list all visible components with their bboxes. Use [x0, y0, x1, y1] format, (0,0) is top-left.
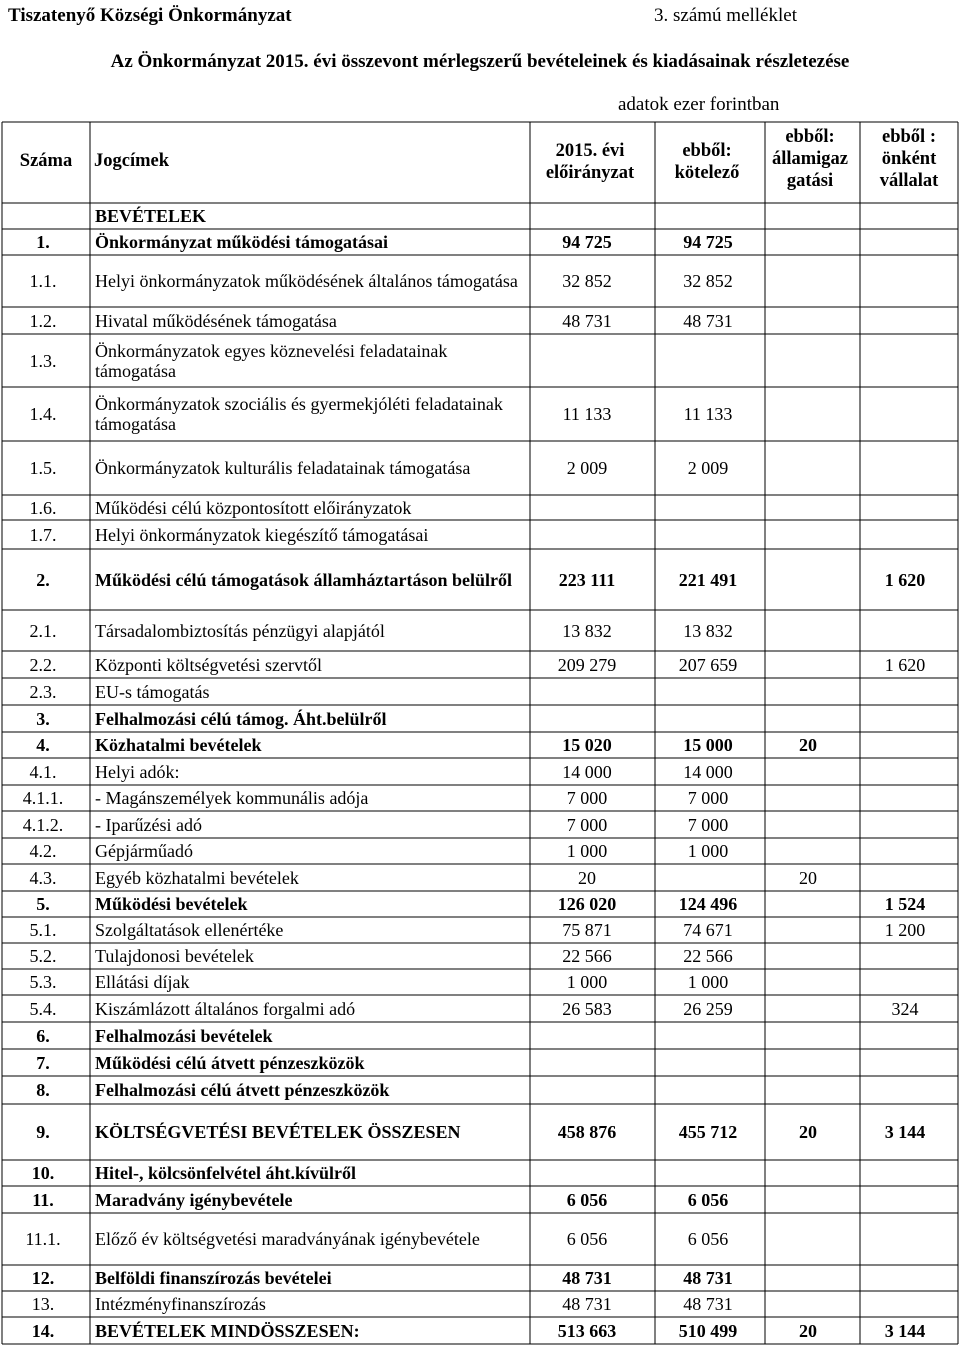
state-value	[768, 441, 848, 495]
row-title: Hitel-, kölcsönfelvétel áht.kívülről	[95, 1163, 356, 1183]
table-row	[0, 1317, 960, 1344]
mandatory-value: 48 731	[683, 1268, 733, 1288]
state-value	[768, 705, 848, 732]
plan-value: 13 832	[562, 620, 612, 641]
voluntary-value	[855, 678, 955, 705]
row-title: Önkormányzatok egyes köznevelési feladatainak támogatása	[95, 340, 448, 381]
plan-value: 22 566	[562, 946, 612, 966]
table-row	[0, 334, 960, 387]
row-number: 5.2.	[29, 946, 57, 966]
table-row	[0, 651, 960, 678]
row-title: BEVÉTELEK	[95, 206, 207, 226]
table-row	[0, 520, 960, 549]
table-row	[0, 838, 960, 864]
table-row	[0, 610, 960, 651]
row-number: 13.	[31, 1294, 55, 1314]
row-number: 5.1.	[29, 920, 57, 940]
row-title: Hivatal működésének támogatása	[95, 310, 337, 331]
table-row	[0, 1049, 960, 1076]
state-value	[768, 1265, 848, 1291]
table-row	[0, 891, 960, 917]
plan-value: 48 731	[562, 310, 612, 331]
plan-value	[537, 1076, 637, 1104]
voluntary-value	[855, 1160, 955, 1186]
table-row	[0, 758, 960, 785]
voluntary-value	[855, 811, 955, 838]
row-number: 5.4.	[29, 998, 57, 1019]
row-number: 1.6.	[29, 497, 57, 518]
state-value	[768, 758, 848, 785]
row-title: Önkormányzatok kulturális feladatainak támogatása	[95, 458, 471, 478]
voluntary-value: 1 620	[884, 569, 926, 590]
mandatory-value: 11 133	[683, 404, 733, 424]
voluntary-value	[855, 732, 955, 758]
plan-value: 1 000	[566, 841, 608, 861]
mandatory-value	[658, 495, 758, 520]
row-title: Helyi önkormányzatok működésének általános támogatása	[95, 271, 518, 291]
table-row	[0, 1213, 960, 1265]
state-value	[768, 307, 848, 334]
row-title: Önkormányzatok szociális és gyermekjóléti feladatainak támogatása	[95, 394, 503, 434]
row-number: 1.2.	[29, 310, 57, 331]
mandatory-value	[658, 864, 758, 891]
row-number: 11.1.	[25, 1229, 61, 1249]
voluntary-value	[855, 758, 955, 785]
state-value: 20	[799, 735, 817, 755]
row-title: Helyi önkormányzatok kiegészítő támogatásai	[95, 524, 429, 545]
row-number: 5.3.	[29, 972, 57, 992]
row-title: Közhatalmi bevételek	[95, 735, 262, 755]
row-title: - Iparűzési adó	[95, 814, 202, 835]
voluntary-value	[855, 520, 955, 549]
voluntary-value	[855, 785, 955, 811]
mandatory-value: 26 259	[683, 998, 733, 1019]
state-value	[768, 651, 848, 678]
table-row	[0, 1076, 960, 1104]
state-value	[768, 917, 848, 943]
row-number: 4.2.	[29, 841, 57, 861]
row-number: 2.1.	[29, 620, 57, 641]
mandatory-value: 48 731	[683, 310, 733, 331]
row-title: Felhalmozási célú átvett pénzeszközök	[95, 1080, 390, 1100]
plan-value: 6 056	[566, 1229, 608, 1249]
row-number: 1.7.	[29, 524, 57, 545]
plan-value: 1 000	[566, 972, 608, 992]
table-row	[0, 1186, 960, 1213]
state-value	[768, 943, 848, 969]
row-number: 4.1.2.	[22, 814, 64, 835]
row-title: - Magánszemélyek kommunális adója	[95, 788, 369, 808]
voluntary-value: 3 144	[884, 1122, 926, 1142]
row-number: 1.1.	[29, 271, 57, 291]
header-mandatory: ebből: kötelező	[674, 141, 740, 183]
voluntary-value: 1 524	[884, 894, 926, 914]
mandatory-value: 1 000	[687, 841, 729, 861]
mandatory-value: 22 566	[683, 946, 733, 966]
state-value: 20	[799, 1122, 817, 1142]
state-value	[768, 1160, 848, 1186]
row-title: Kiszámlázott általános forgalmi adó	[95, 998, 356, 1019]
voluntary-value	[855, 229, 955, 255]
row-title: Felhalmozási bevételek	[95, 1025, 273, 1046]
state-value	[768, 1213, 848, 1265]
table-row	[0, 678, 960, 705]
row-number: 7.	[36, 1052, 50, 1073]
voluntary-value	[855, 1049, 955, 1076]
table-row	[0, 732, 960, 758]
plan-value: 126 020	[557, 894, 617, 914]
plan-value	[537, 678, 637, 705]
unit-note: adatok ezer forintban	[618, 94, 780, 115]
mandatory-value: 15 000	[683, 735, 733, 755]
row-number: 4.1.1.	[22, 788, 64, 808]
row-title: Társadalombiztosítás pénzügyi alapjától	[95, 620, 385, 641]
voluntary-value: 1 200	[884, 920, 926, 940]
header-plan: 2015. évi előirányzat	[545, 141, 635, 183]
mandatory-value: 455 712	[678, 1122, 738, 1142]
voluntary-value	[855, 705, 955, 732]
state-value	[768, 203, 848, 229]
mandatory-value: 7 000	[687, 788, 729, 808]
table-row	[0, 441, 960, 495]
row-number: 4.	[36, 735, 50, 755]
header-voluntary: ebből : önként vállalat	[879, 127, 939, 191]
mandatory-value: 2 009	[687, 458, 729, 478]
table-row	[0, 203, 960, 229]
table-row	[0, 1022, 960, 1049]
state-value: 20	[799, 1320, 817, 1341]
state-value	[768, 1291, 848, 1317]
plan-value: 7 000	[566, 814, 608, 835]
row-title: Önkormányzat működési támogatásai	[95, 232, 389, 252]
state-value	[768, 255, 848, 307]
row-title: Működési bevételek	[95, 894, 248, 914]
plan-value: 32 852	[562, 271, 612, 291]
row-title: Központi költségvetési szervtől	[95, 654, 322, 675]
mandatory-value	[658, 705, 758, 732]
header-title: Jogcímek	[94, 151, 170, 171]
row-title: Tulajdonosi bevételek	[95, 946, 254, 966]
row-title: BEVÉTELEK MINDÖSSZESEN:	[95, 1320, 360, 1341]
row-title: Intézményfinanszírozás	[95, 1294, 266, 1314]
plan-value: 223 111	[558, 569, 616, 590]
table-row	[0, 307, 960, 334]
plan-value: 94 725	[562, 232, 612, 252]
plan-value: 26 583	[562, 998, 612, 1019]
row-title: Belföldi finanszírozás bevételei	[95, 1268, 332, 1288]
plan-value: 458 876	[557, 1122, 617, 1142]
plan-value	[537, 1049, 637, 1076]
table-row	[0, 1291, 960, 1317]
table-row	[0, 943, 960, 969]
state-value	[768, 549, 848, 610]
table-row	[0, 1104, 960, 1160]
row-number	[4, 203, 82, 229]
table-row	[0, 495, 960, 520]
mandatory-value: 94 725	[683, 232, 733, 252]
mandatory-value	[658, 203, 758, 229]
plan-value: 48 731	[562, 1268, 612, 1288]
row-number: 1.3.	[29, 350, 57, 371]
row-title: Helyi adók:	[95, 761, 180, 782]
plan-value	[537, 495, 637, 520]
voluntary-value	[855, 441, 955, 495]
row-title: Gépjárműadó	[95, 841, 193, 861]
state-value	[768, 995, 848, 1022]
mandatory-value: 124 496	[678, 894, 738, 914]
row-number: 1.	[36, 232, 50, 252]
table-row	[0, 864, 960, 891]
state-value	[768, 678, 848, 705]
voluntary-value	[855, 1213, 955, 1265]
mandatory-value: 13 832	[683, 620, 733, 641]
row-number: 2.	[36, 569, 50, 590]
table-row	[0, 995, 960, 1022]
state-value	[768, 229, 848, 255]
mandatory-value: 48 731	[683, 1294, 733, 1314]
voluntary-value	[855, 1022, 955, 1049]
row-number: 4.1.	[29, 761, 57, 782]
voluntary-value	[855, 387, 955, 441]
mandatory-value: 74 671	[683, 920, 733, 940]
plan-value	[537, 203, 637, 229]
state-value	[768, 891, 848, 917]
mandatory-value: 32 852	[683, 271, 733, 291]
organization-name: Tiszatenyő Községi Önkormányzat	[8, 5, 292, 26]
plan-value: 75 871	[562, 920, 612, 940]
row-title: Ellátási díjak	[95, 972, 190, 992]
voluntary-value: 324	[891, 998, 919, 1019]
row-title: Működési célú központosított előirányzatok	[95, 497, 412, 518]
voluntary-value	[855, 864, 955, 891]
row-title: Előző év költségvetési maradványának igénybevétele	[95, 1229, 480, 1249]
row-title: Maradvány igénybevétele	[95, 1189, 293, 1210]
mandatory-value: 14 000	[683, 761, 733, 782]
voluntary-value	[855, 307, 955, 334]
document-title: Az Önkormányzat 2015. évi összevont mérlegszerű bevételeinek és kiadásainak részletezése	[110, 51, 850, 72]
plan-value	[537, 334, 637, 387]
row-number: 3.	[36, 708, 50, 729]
mandatory-value	[658, 520, 758, 549]
state-value	[768, 1022, 848, 1049]
voluntary-value	[855, 1265, 955, 1291]
voluntary-value	[855, 255, 955, 307]
mandatory-value: 6 056	[687, 1189, 729, 1210]
mandatory-value: 221 491	[678, 569, 738, 590]
row-number: 1.5.	[29, 458, 57, 478]
voluntary-value	[855, 969, 955, 995]
plan-value: 2 009	[566, 458, 608, 478]
row-number: 8.	[36, 1080, 50, 1100]
plan-value	[537, 1160, 637, 1186]
row-title: Egyéb közhatalmi bevételek	[95, 867, 299, 888]
table-row	[0, 785, 960, 811]
row-number: 6.	[36, 1025, 50, 1046]
row-number: 2.3.	[29, 681, 57, 702]
row-number: 12.	[31, 1268, 55, 1288]
annex-label: 3. számú melléklet	[654, 5, 797, 26]
table-row	[0, 549, 960, 610]
voluntary-value	[855, 1291, 955, 1317]
row-number: 1.4.	[29, 404, 57, 424]
state-value	[768, 495, 848, 520]
header-state: ebből: államigaz gatási	[771, 127, 849, 191]
plan-value: 14 000	[562, 761, 612, 782]
mandatory-value: 207 659	[678, 654, 738, 675]
row-title: EU-s támogatás	[95, 681, 210, 702]
voluntary-value	[855, 203, 955, 229]
table-row	[0, 1160, 960, 1186]
voluntary-value	[855, 334, 955, 387]
header-number: Száma	[19, 151, 73, 171]
mandatory-value	[658, 1049, 758, 1076]
voluntary-value	[855, 838, 955, 864]
row-number: 10.	[31, 1163, 55, 1183]
mandatory-value	[658, 1076, 758, 1104]
row-title: Felhalmozási célú támog. Áht.belülről	[95, 708, 387, 729]
plan-value: 513 663	[557, 1320, 617, 1341]
plan-value: 6 056	[566, 1189, 608, 1210]
state-value	[768, 811, 848, 838]
mandatory-value: 6 056	[687, 1229, 729, 1249]
table-row	[0, 1265, 960, 1291]
row-title: Működési célú átvett pénzeszközök	[95, 1052, 365, 1073]
voluntary-value	[855, 943, 955, 969]
row-title: Szolgáltatások ellenértéke	[95, 920, 284, 940]
voluntary-value	[855, 1076, 955, 1104]
state-value	[768, 387, 848, 441]
plan-value	[537, 520, 637, 549]
mandatory-value: 510 499	[678, 1320, 738, 1341]
mandatory-value	[658, 1022, 758, 1049]
row-number: 2.2.	[29, 654, 57, 675]
plan-value: 209 279	[557, 654, 617, 675]
state-value: 20	[799, 867, 817, 888]
plan-value: 11 133	[562, 404, 612, 424]
voluntary-value	[855, 1186, 955, 1213]
table-row	[0, 969, 960, 995]
mandatory-value	[658, 1160, 758, 1186]
state-value	[768, 838, 848, 864]
table-row	[0, 229, 960, 255]
plan-value: 7 000	[566, 788, 608, 808]
table-row	[0, 917, 960, 943]
state-value	[768, 610, 848, 651]
state-value	[768, 1186, 848, 1213]
mandatory-value: 7 000	[687, 814, 729, 835]
plan-value: 15 020	[562, 735, 612, 755]
row-number: 5.	[36, 894, 50, 914]
voluntary-value: 1 620	[884, 654, 926, 675]
state-value	[768, 785, 848, 811]
table-row	[0, 811, 960, 838]
state-value	[768, 969, 848, 995]
row-number: 14.	[31, 1320, 55, 1341]
row-number: 4.3.	[29, 867, 57, 888]
plan-value: 48 731	[562, 1294, 612, 1314]
state-value	[768, 1049, 848, 1076]
state-value	[768, 334, 848, 387]
plan-value: 20	[578, 867, 596, 888]
row-title: Működési célú támogatások államháztartáson belülről	[95, 569, 512, 590]
mandatory-value: 1 000	[687, 972, 729, 992]
row-number: 11.	[32, 1189, 54, 1210]
state-value	[768, 520, 848, 549]
voluntary-value	[855, 495, 955, 520]
table-row	[0, 705, 960, 732]
plan-value	[537, 1022, 637, 1049]
row-title: KÖLTSÉGVETÉSI BEVÉTELEK ÖSSZESEN	[95, 1122, 461, 1142]
voluntary-value: 3 144	[884, 1320, 926, 1341]
voluntary-value	[855, 610, 955, 651]
table-row	[0, 387, 960, 441]
mandatory-value	[658, 678, 758, 705]
table-row	[0, 255, 960, 307]
mandatory-value	[658, 334, 758, 387]
row-number: 9.	[36, 1122, 50, 1142]
plan-value	[537, 705, 637, 732]
state-value	[768, 1076, 848, 1104]
